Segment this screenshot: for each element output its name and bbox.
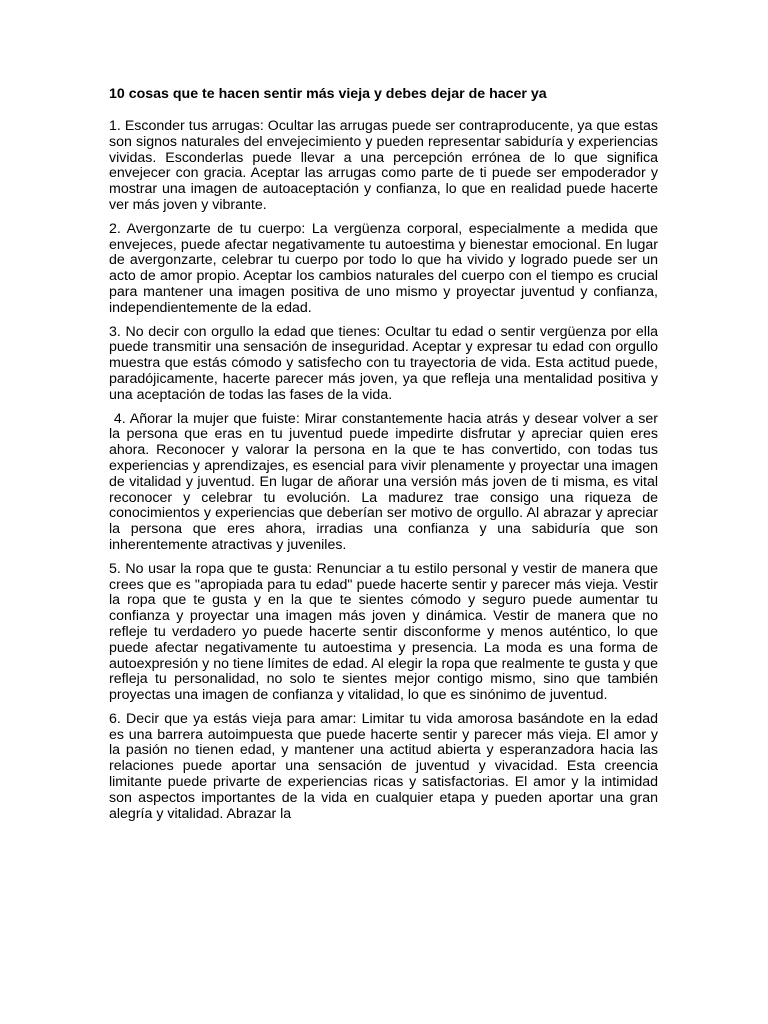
paragraph-5: 5. No usar la ropa que te gusta: Renunciar a tu estilo personal y vestir de manera que crees que es "apropiada para tu edad" puede hacerte sentir y parecer más vieja. Vestir la ropa que te gusta y en la que te sientes cómodo y seguro puede aumentar tu confianza y proyectar una imagen más joven y dinámica. Vestir de manera que no refleje tu verdadero yo puede hacerte sentir disconforme y menos auténtico, lo que puede afectar negativamente tu autoestima y presencia. La moda es una forma de autoexpresión y no tiene límites de edad. Al elegir la ropa que realmente te gusta y que refleja tu personalidad, no solo te sientes mejor contigo mismo, sino que también proyectas una imagen de confianza y vitalidad, lo que es sinónimo de juventud. [109, 560, 658, 704]
document-page [109, 86, 662, 830]
paragraph-3: 3. No decir con orgullo la edad que tienes: Ocultar tu edad o sentir vergüenza por ella puede transmitir una sensación de inseguridad. Aceptar y expresar tu edad con orgullo muestra que estás cómodo y satisfecho con tu trayectoria de vida. Esta actitud puede, paradójicamente, hacerte parecer más joven, ya que refleja una mentalidad positiva y una aceptación de todas las fases de la vida. [109, 323, 658, 403]
document-title: 10 cosas que te hacen sentir más vieja y debes dejar de hacer ya [109, 86, 547, 102]
paragraph-6: 6. Decir que ya estás vieja para amar: Limitar tu vida amorosa basándote en la edad es una barrera autoimpuesta que puede hacerte sentir y parecer más vieja. El amor y la pasión no tienen edad, y mantener una actitud abierta y esperanzadora hacia las relaciones puede aportar una sensación de juventud y vivacidad. Esta creencia limitante puede privarte de experiencias ricas y satisfactorias. El amor y la intimidad son aspectos importantes de la vida en cualquier etapa y pueden aportar una gran alegría y vitalidad. Abrazar la [109, 710, 658, 822]
paragraph-1: 1. Esconder tus arrugas: Ocultar las arrugas puede ser contraproducente, ya que estas son signos naturales del envejecimiento y pueden representar sabiduría y experiencias vividas. Esconderlas puede llevar a una percepción errónea de lo que significa envejecer con gracia. Aceptar las arrugas como parte de ti puede ser empoderador y mostrar una imagen de autoaceptación y confianza, lo que en realidad puede hacerte ver más joven y vibrante. [109, 118, 658, 213]
paragraph-2: 2. Avergonzarte de tu cuerpo: La vergüenza corporal, especialmente a medida que envejeces, puede afectar negativamente tu autoestima y bienestar emocional. En lugar de avergonzarte, celebrar tu cuerpo por todo lo que ha vivido y logrado puede ser un acto de amor propio. Aceptar los cambios naturales del cuerpo con el tiempo es crucial para mantener una imagen positiva de uno mismo y proyectar juventud y confianza, independientemente de la edad. [109, 220, 658, 316]
paragraph-4: 4. Añorar la mujer que fuiste: Mirar constantemente hacia atrás y desear volver a ser la persona que eras en tu juventud puede impedirte disfrutar y apreciar quien eres ahora. Reconocer y valorar la persona en la que te has convertido, con todas tus experiencias y aprendizajes, es esencial para vivir plenamente y proyectar una imagen de vitalidad y juventud. En lugar de añorar una versión más joven de ti misma, es vital reconocer y celebrar tu evolución. La madurez trae consigo una riqueza de conocimientos y experiencias que deberían ser motivo de orgullo. Al abrazar y apreciar la persona que eres ahora, irradias una confianza y una sabiduría que son inherentemente atractivas y juveniles. [109, 410, 662, 553]
